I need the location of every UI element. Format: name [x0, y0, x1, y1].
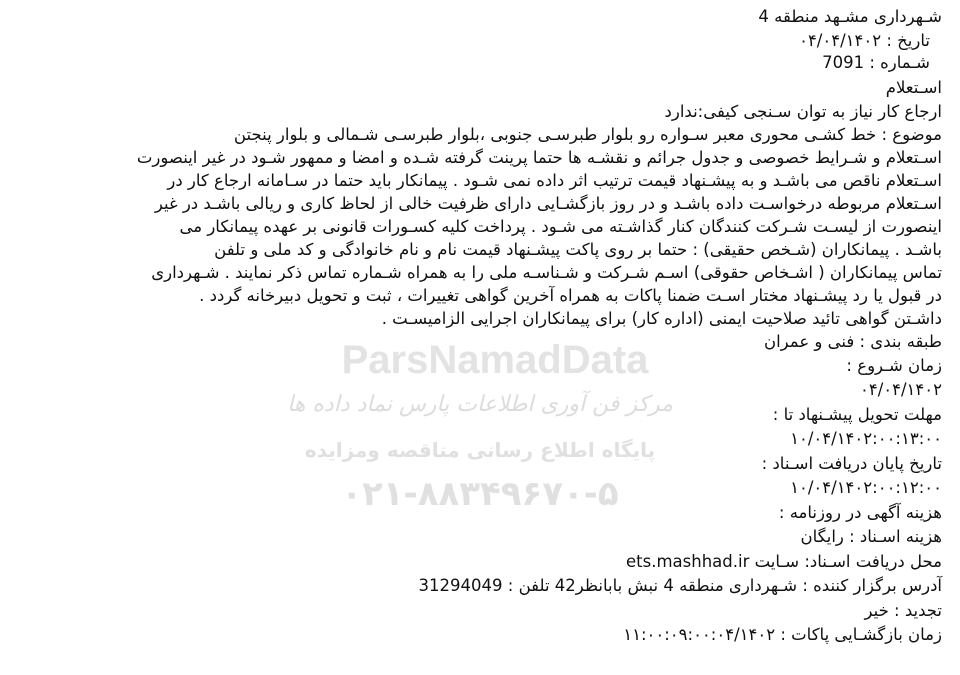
referral-line: ارجاع کار نیاز به توان سـنجی کیفی:ندارد — [664, 102, 942, 121]
subject-line: در قبول یا رد پیشـنهاد مختار اسـت ضمنا پاکات به همراه آخرین گواهی تغییرات ، ثبت و تحویل دبیرخانه گردد . — [199, 286, 942, 305]
doc-cost-line: هزینه اسـناد : رایگان — [800, 527, 942, 546]
start-label: زمان شـروع : — [846, 356, 942, 375]
subject-line: اسـتعلام مربوطه درخواسـت داده باشـد و در روز بازگشـایی دارای ظرفیت خالی از لحاظ کاری و ریالی باشـد در غیر — [154, 194, 942, 213]
organizer-address-line: آدرس برگزار کننده : شـهرداری منطقه 4 نبش بابانظر42 تلفن : 31294049 — [418, 576, 942, 595]
watermark-line1: مرکز فن آوری اطلاعات پارس نماد داده ها — [287, 392, 673, 417]
watermark-phone: ۰۲۱-۸۸۳۴۹۶۷۰-۵ — [341, 474, 619, 514]
date-line: تاریخ : ۰۴/۰۴/۱۴۰۲ — [799, 31, 930, 50]
start-value: ۰۴/۰۴/۱۴۰۲ — [859, 380, 942, 399]
subject-line: موضوع : خط کشـی محوری معبر سـواره رو بلوار طبرسـی جنوبی ،بلوار طبرسـی شـمالی و بلوار پنجتن — [233, 125, 942, 144]
deadline-value: ۱۰/۰۴/۱۴۰۲:۰۰:۱۳:۰۰ — [790, 429, 942, 448]
opening-time-line: زمان بازگشـایی پاکات : ۱۱:۰۰:۰۹:۰۰:۰۴/۱۴۰۲ — [623, 625, 942, 644]
subject-line: باشـد . پیمانکاران (شـخص حقیقی) : حتما بر روی پاکت پیشـنهاد قیمت نام و نام خانوادگی و کد ملی و تلفن — [214, 240, 942, 259]
subject-line: داشـتن گواهی تائید صلاحیت ایمنی (اداره کار) برای پیمانکاران اجرایی الزامیسـت . — [381, 309, 942, 328]
ad-cost-line: هزینه آگهی در روزنامه : — [778, 503, 942, 522]
receive-place-line: محل دریافت اسـناد: سـایت ets.mashhad.ir — [626, 552, 942, 571]
deadline-label: مهلت تحویل پیشـنهاد تا : — [772, 405, 942, 424]
header-org: شـهرداری مشـهد منطقه 4 — [758, 7, 942, 26]
doc-end-value: ۱۰/۰۴/۱۴۰۲:۰۰:۱۲:۰۰ — [790, 478, 942, 497]
subject-line: تماس پیمانکاران ( اشـخاص حقوقی) اسـم شـرکت و شـناسـه ملی را به همراه شـماره تماس ذکر نمایند . شـهرداری — [151, 263, 942, 282]
number-line: شـماره : 7091 — [822, 53, 930, 72]
document-type: اسـتعلام — [885, 78, 942, 97]
category-line: طبقه بندی : فنی و عمران — [763, 332, 942, 351]
doc-end-label: تاریخ پایان دریافت اسـناد : — [761, 454, 942, 473]
subject-line: اسـتعلام ناقص می باشـد و به پیشـنهاد قیمت ترتیب اثر داده نمی شـود . پیمانکار باید حتما در سـامانه ارجاع کار در — [167, 171, 942, 190]
watermark-line2: پایگاه اطلاع رسانی مناقصه ومزایده — [304, 438, 656, 462]
subject-line: اینصورت از لیسـت شـرکت کنندگان کنار گذاشـته می شـود . پرداخت کلیه کسـورات قانونی بر عهده پیمانکار می — [179, 217, 942, 236]
watermark-logo: ParsNamadData — [341, 338, 649, 382]
subject-line: اسـتعلام و شـرایط خصوصی و جدول جرائم و نقشـه ها حتما پرینت گرفته شـده و امضا و ممهور شـود در غیر اینصورت — [136, 148, 942, 167]
renewal-line: تجدید : خیر — [864, 601, 942, 620]
